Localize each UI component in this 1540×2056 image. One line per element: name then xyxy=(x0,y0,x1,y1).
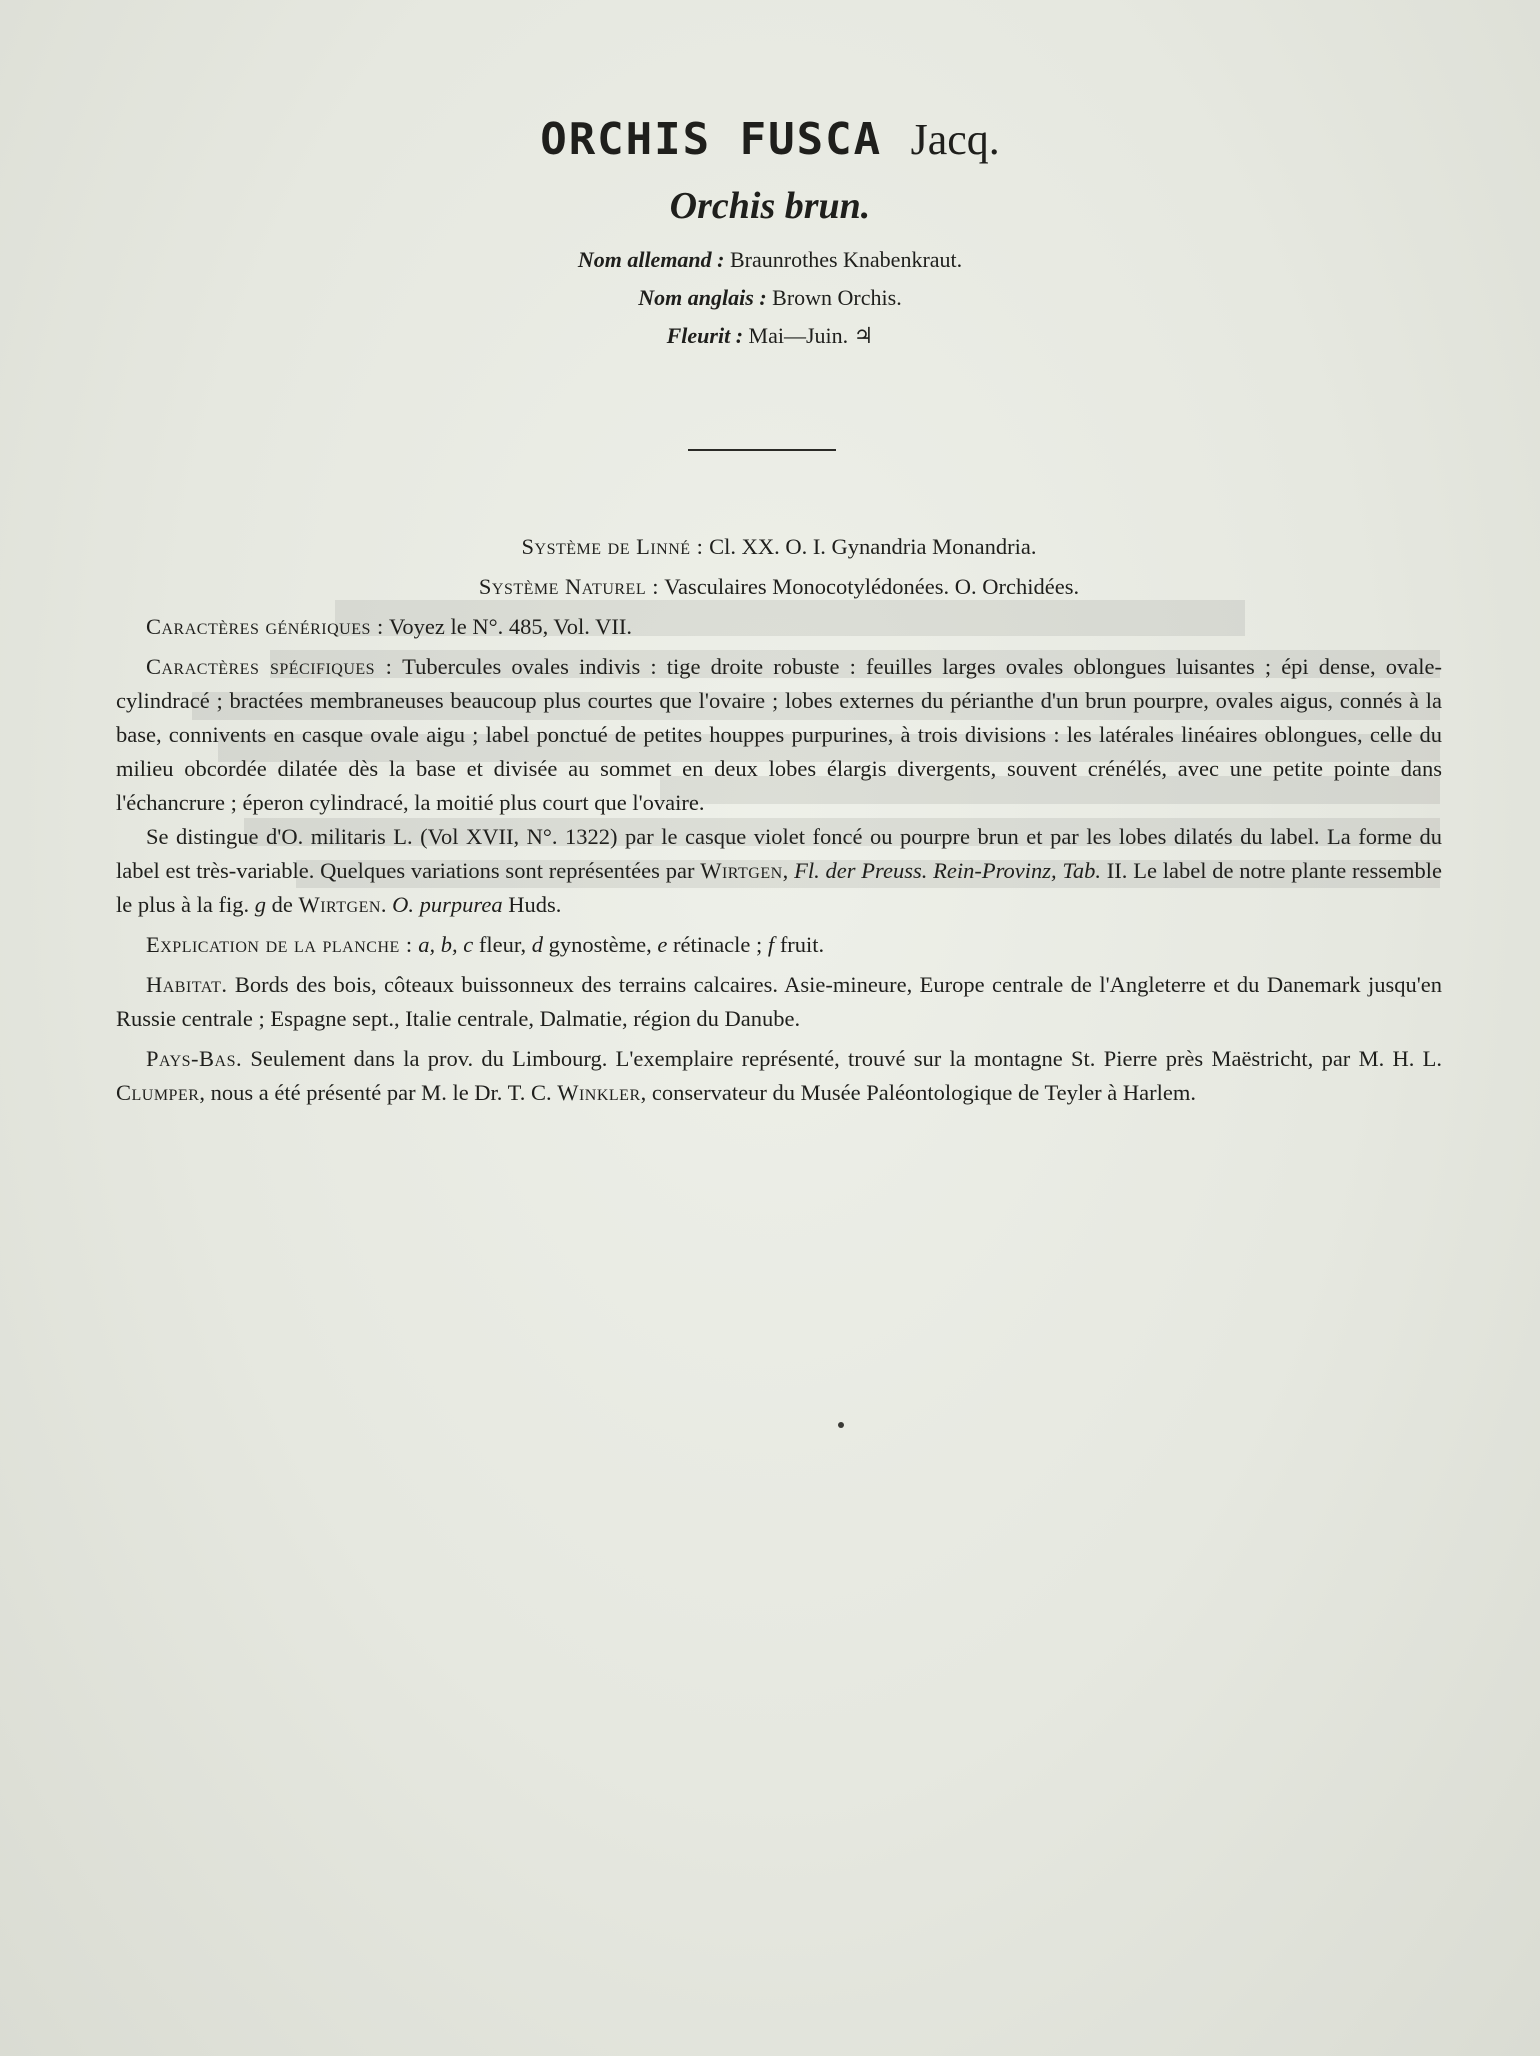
plate-explanation-label: Explication de la planche : xyxy=(146,932,413,957)
distinguish-text-3: de xyxy=(271,892,293,917)
habitat-value: Bords des bois, côteaux buissonneux des terrains calcaires. Asie-mineure, Europe centrale de l'Angleterre et du Danemark jusqu'en Russie centrale ; Espagne sept., Italie centrale, Dalmatie, région du Danube. xyxy=(116,972,1442,1031)
plate-explanation xyxy=(116,928,1442,962)
habitat-paragraph xyxy=(116,968,1442,1036)
wirtgen-name-1: Wirtgen xyxy=(700,858,783,883)
habitat-label: Habitat. xyxy=(146,972,228,997)
title-author: Jacq. xyxy=(910,115,1000,164)
reference-italic: Fl. der Preuss. Rein-Provinz, Tab. xyxy=(794,858,1101,883)
winkler-name: Winkler xyxy=(557,1080,641,1105)
letter-f: f xyxy=(767,932,775,957)
distinguish-text-1: Se distingue d'O. militaris L. (Vol XVII, N°. 1322) par le casque violet foncé ou pourpre brun et par les lobes dilatés du label. La forme du label est très-variable. Quelques variations sont représentées par xyxy=(116,824,1442,883)
title-name: ORCHIS FUSCA xyxy=(540,114,883,165)
letters-abc-text: fleur, xyxy=(478,932,527,957)
flowering-label: Fleurit : xyxy=(666,323,744,348)
distinguish-text-2: II. Le label de notre plante ressemble le plus à la fig. xyxy=(116,858,1443,917)
english-name-label: Nom anglais : xyxy=(638,285,767,310)
flowering-value: Mai—Juin. ♃ xyxy=(748,323,874,348)
synonym-name: O. purpurea xyxy=(392,892,503,917)
fig-letter: g xyxy=(254,892,266,917)
page-title xyxy=(0,105,1540,175)
specific-characters-label: Caractères spécifiques : xyxy=(146,654,393,679)
netherlands-text-3: , conservateur du Musée Paléontologique de Teyler à Harlem. xyxy=(640,1080,1196,1105)
flowering-line xyxy=(0,317,1540,355)
header xyxy=(0,105,1540,355)
generic-characters-value: Voyez le N°. 485, Vol. VII. xyxy=(389,614,632,639)
specific-characters-value: Tubercules ovales indivis : tige droite robuste : feuilles larges ovales oblongues luisantes ; épi dense, ovale-cylindracé ; bractées membraneuses beaucoup plus courtes que l'ovaire ; lobes externes du périanthe d'un brun pourpre, ovales aigus, connés à la base, connivents en casque ovale aigu ; label ponctué de petites houppes purpurines, à trois divisions : les latérales linéaires oblongues, celle du milieu obcordée dilatée dès la base et divisée au sommet en deux lobes élargis divergents, souvent crénélés, avec une petite pointe dans l'échancrure ; éperon cylindracé, la moitié plus court que l'ovaire. xyxy=(116,654,1442,815)
natural-system-label: Système Naturel : xyxy=(478,574,659,599)
netherlands-text-2: , nous a été présenté par M. le Dr. T. C. xyxy=(199,1080,552,1105)
german-name-value: Braunrothes Knabenkraut. xyxy=(730,247,963,272)
linne-system-value: Cl. XX. O. I. Gynandria Monandria. xyxy=(709,534,1037,559)
netherlands-paragraph xyxy=(116,1042,1442,1110)
english-name-line xyxy=(0,279,1540,317)
generic-characters-label: Caractères génériques : xyxy=(146,614,384,639)
divider-rule xyxy=(688,449,836,451)
netherlands-text-1: Seulement dans la prov. du Limbourg. L'exemplaire représenté, trouvé sur la montagne St. Pierre près Maëstricht, par M. H. L. xyxy=(250,1046,1442,1071)
natural-system-line xyxy=(116,570,1442,604)
german-name-label: Nom allemand : xyxy=(577,247,725,272)
linne-system-label: Système de Linné : xyxy=(521,534,704,559)
linne-system-line xyxy=(116,530,1442,564)
distinguish-paragraph: Se distingue d'O. militaris L. (Vol XVII, N°. 1322) par le casque violet foncé ou pourpre brun et par les lobes dilatés du label. La forme du label est très-variable. Quelques variations sont représentées par Wirtgen, Fl. der Preuss. Rein-Provinz, Tab. II. Le label de notre plante ressemble le plus à la fig. g de Wirtgen. O. purpurea Huds. xyxy=(116,824,1443,917)
letters-abc: a, b, c xyxy=(418,932,474,957)
english-name-value: Brown Orchis. xyxy=(772,285,902,310)
generic-characters xyxy=(116,610,1442,644)
page-subtitle: Orchis brun. xyxy=(669,185,871,227)
specific-characters xyxy=(116,650,1442,820)
clumper-name: Clumper xyxy=(116,1080,200,1105)
ink-dot xyxy=(838,1422,844,1428)
netherlands-label: Pays-Bas. xyxy=(146,1046,243,1071)
letter-f-text: fruit. xyxy=(779,932,825,957)
description-body xyxy=(116,530,1442,1116)
wirtgen-name-2: Wirtgen xyxy=(298,892,381,917)
letter-e: e xyxy=(657,932,668,957)
letter-e-text: rétinacle ; xyxy=(672,932,763,957)
letter-d-text: gynostème, xyxy=(548,932,652,957)
synonym-author: Huds. xyxy=(508,892,562,917)
german-name-line xyxy=(0,241,1540,279)
natural-system-value: Vasculaires Monocotylédonées. O. Orchidées. xyxy=(664,574,1080,599)
letter-d: d xyxy=(531,932,543,957)
